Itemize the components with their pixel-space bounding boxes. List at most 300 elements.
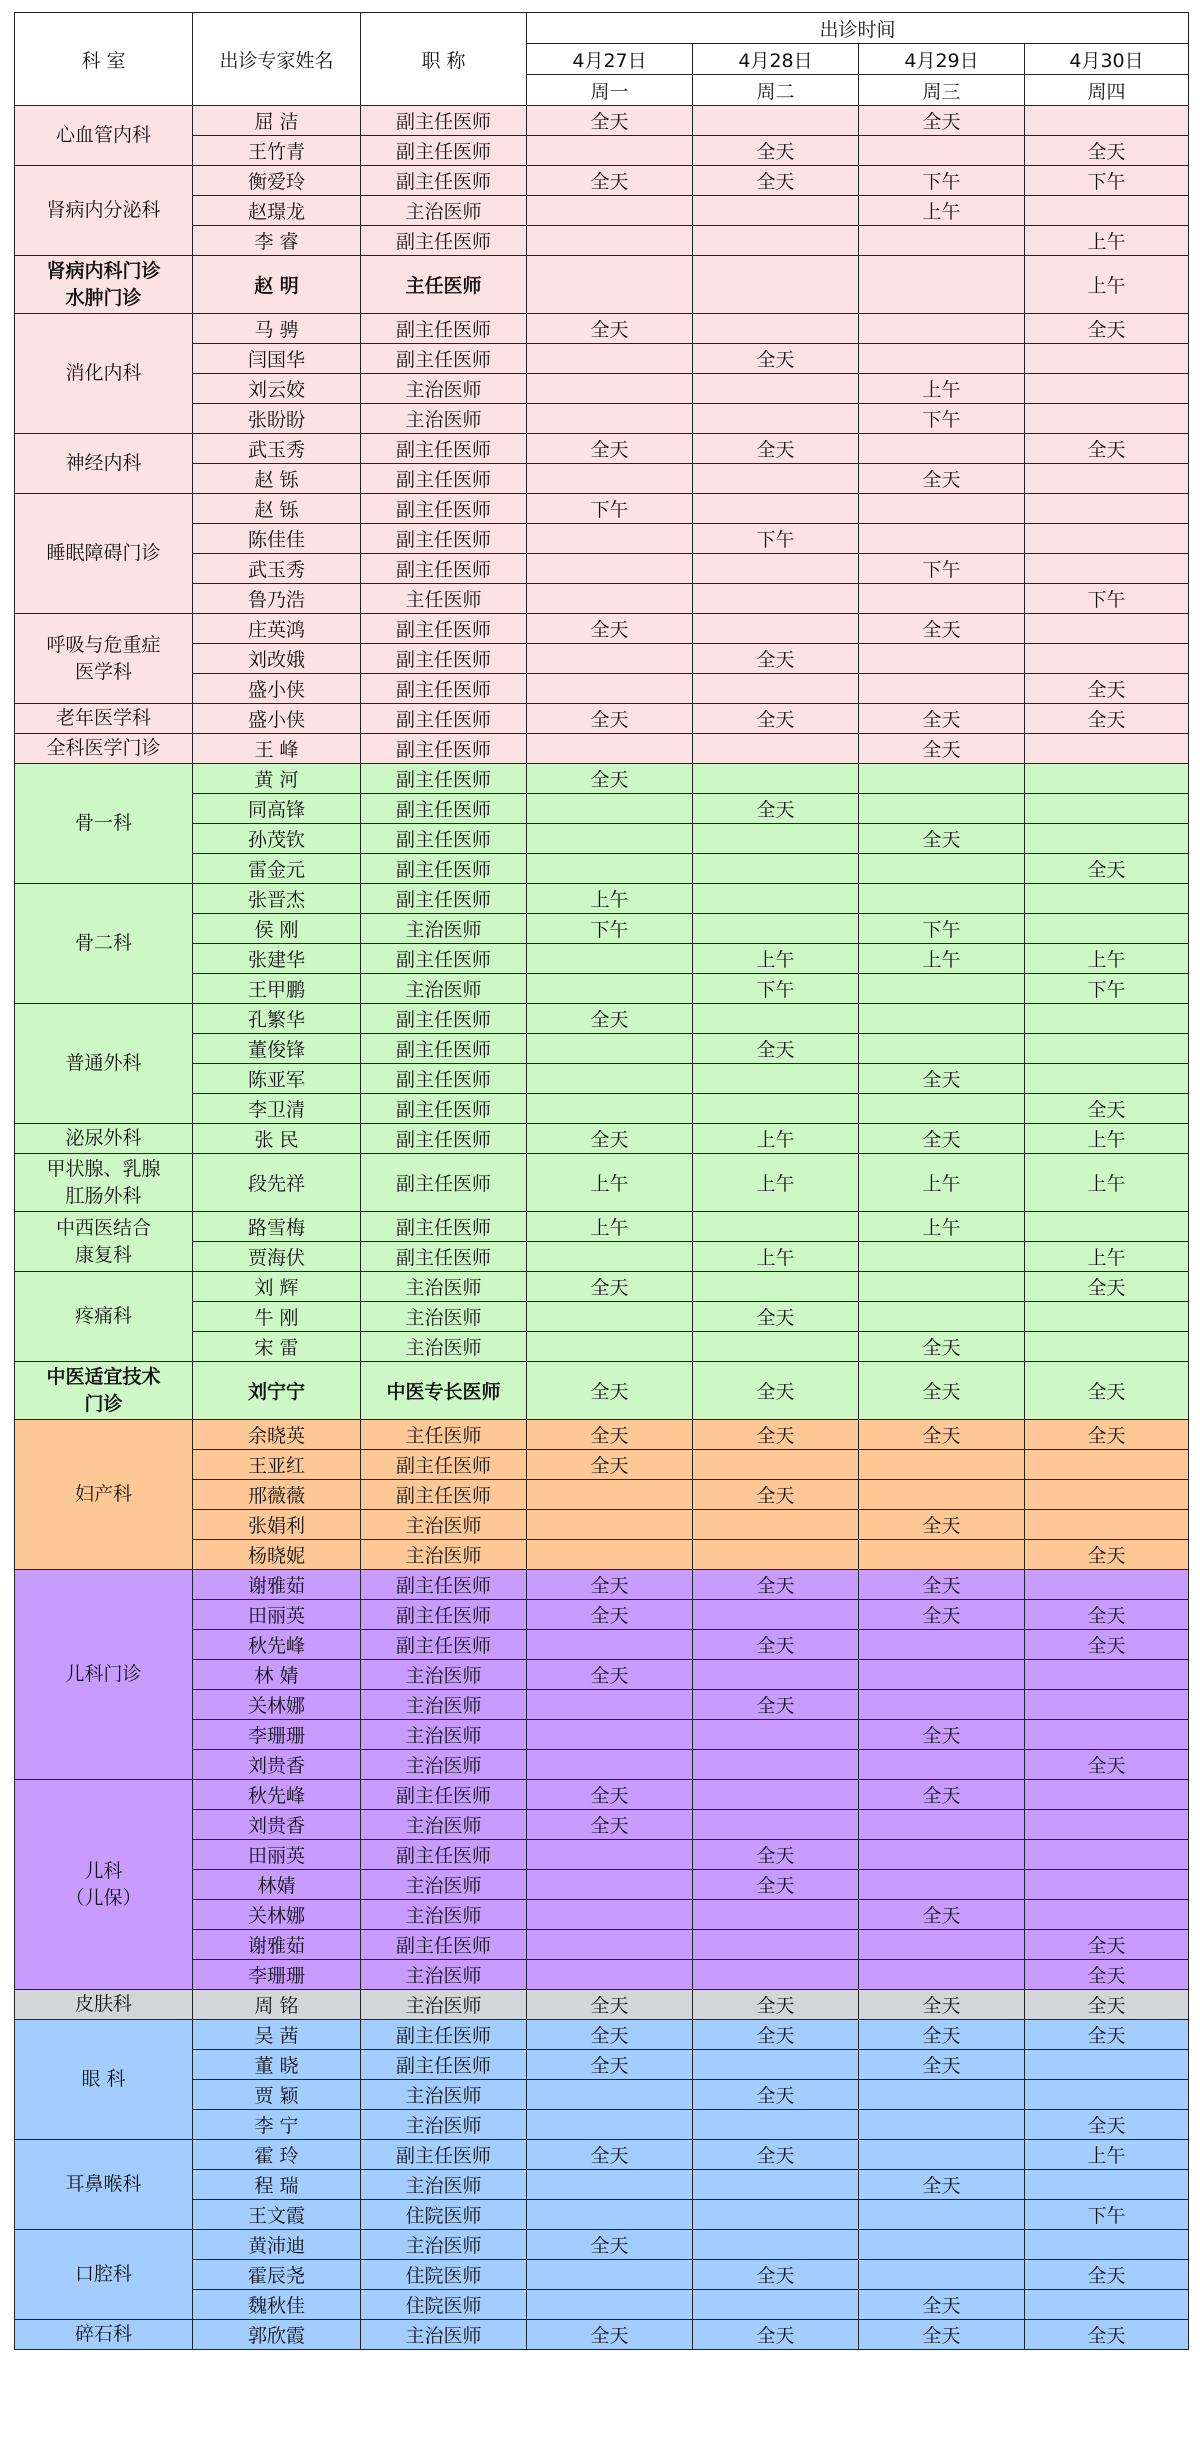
- doctor-title-cell: 主治医师: [361, 2080, 527, 2110]
- schedule-cell: 全天: [693, 1034, 859, 1064]
- schedule-cell: [527, 2200, 693, 2230]
- schedule-cell: 全天: [527, 764, 693, 794]
- table-header: [15, 13, 1189, 106]
- doctor-title-cell: 副主任医师: [361, 734, 527, 764]
- department-cell: 骨一科: [15, 764, 193, 884]
- doctor-title-cell: 主治医师: [361, 1510, 527, 1540]
- schedule-cell: 上午: [527, 1154, 693, 1212]
- schedule-cell: 全天: [693, 1302, 859, 1332]
- doctor-name-cell: 马 骋: [193, 314, 361, 344]
- doctor-name-cell: 屈 洁: [193, 106, 361, 136]
- doctor-title-cell: 副主任医师: [361, 824, 527, 854]
- table-row: [15, 1154, 1189, 1212]
- schedule-cell: 下午: [1025, 974, 1189, 1004]
- doctor-name-cell: 关林娜: [193, 1690, 361, 1720]
- schedule-cell: 全天: [1025, 1600, 1189, 1630]
- doctor-title-cell: 主治医师: [361, 2170, 527, 2200]
- doctor-name-cell: 陈佳佳: [193, 524, 361, 554]
- schedule-cell: [1025, 1900, 1189, 1930]
- schedule-cell: [1025, 374, 1189, 404]
- doctor-name-cell: 侯 刚: [193, 914, 361, 944]
- doctor-name-cell: 董 晓: [193, 2050, 361, 2080]
- schedule-cell: [527, 1242, 693, 1272]
- schedule-cell: [1025, 2230, 1189, 2260]
- schedule-cell: 全天: [1025, 1272, 1189, 1302]
- schedule-cell: 全天: [527, 2050, 693, 2080]
- schedule-cell: 下午: [859, 554, 1025, 584]
- doctor-title-cell: 副主任医师: [361, 344, 527, 374]
- schedule-cell: [859, 1004, 1025, 1034]
- schedule-cell: [527, 196, 693, 226]
- schedule-cell: [859, 1750, 1025, 1780]
- schedule-cell: [859, 1480, 1025, 1510]
- schedule-cell: 全天: [1025, 674, 1189, 704]
- doctor-title-cell: 副主任医师: [361, 1212, 527, 1242]
- doctor-title-cell: 主任医师: [361, 584, 527, 614]
- doctor-title-cell: 住院医师: [361, 2260, 527, 2290]
- schedule-cell: [859, 1690, 1025, 1720]
- schedule-cell: [693, 1750, 859, 1780]
- schedule-cell: [1025, 344, 1189, 374]
- table-row: [15, 1362, 1189, 1420]
- schedule-cell: [859, 524, 1025, 554]
- schedule-cell: [1025, 1480, 1189, 1510]
- doctor-name-cell: 牛 刚: [193, 1302, 361, 1332]
- schedule-cell: [527, 1510, 693, 1540]
- schedule-cell: 下午: [527, 494, 693, 524]
- schedule-cell: [693, 2230, 859, 2260]
- schedule-cell: [527, 1690, 693, 1720]
- department-cell: 疼痛科: [15, 1272, 193, 1362]
- schedule-cell: [1025, 554, 1189, 584]
- schedule-cell: [693, 1064, 859, 1094]
- schedule-cell: [1025, 1450, 1189, 1480]
- schedule-cell: [693, 2050, 859, 2080]
- schedule-cell: [527, 1034, 693, 1064]
- doctor-name-cell: 郭欣霞: [193, 2320, 361, 2350]
- schedule-cell: [1025, 2170, 1189, 2200]
- doctor-name-cell: 武玉秀: [193, 554, 361, 584]
- doctor-name-cell: 张娟利: [193, 1510, 361, 1540]
- schedule-cell: [693, 2170, 859, 2200]
- department-cell: 消化内科: [15, 314, 193, 434]
- schedule-cell: [1025, 1034, 1189, 1064]
- schedule-cell: [527, 734, 693, 764]
- schedule-cell: 全天: [693, 1420, 859, 1450]
- schedule-cell: [693, 1960, 859, 1990]
- schedule-cell: [693, 584, 859, 614]
- schedule-cell: 全天: [527, 1990, 693, 2020]
- doctor-title-cell: 副主任医师: [361, 854, 527, 884]
- schedule-cell: [693, 106, 859, 136]
- schedule-cell: 上午: [527, 1212, 693, 1242]
- schedule-cell: [527, 794, 693, 824]
- schedule-cell: 全天: [527, 2320, 693, 2350]
- table-row: [15, 1780, 1189, 1810]
- schedule-cell: [693, 1660, 859, 1690]
- doctor-name-cell: 关林娜: [193, 1900, 361, 1930]
- doctor-title-cell: 主任医师: [361, 1420, 527, 1450]
- doctor-title-cell: 住院医师: [361, 2290, 527, 2320]
- schedule-cell: 全天: [527, 1810, 693, 1840]
- schedule-cell: 全天: [859, 1124, 1025, 1154]
- schedule-cell: [693, 854, 859, 884]
- doctor-title-cell: 副主任医师: [361, 704, 527, 734]
- schedule-cell: [693, 1930, 859, 1960]
- schedule-cell: 全天: [859, 2020, 1025, 2050]
- department-cell: 甲状腺、乳腺 肛肠外科: [15, 1154, 193, 1212]
- schedule-cell: 全天: [693, 1362, 859, 1420]
- schedule-cell: [859, 1540, 1025, 1570]
- schedule-cell: 全天: [1025, 1420, 1189, 1450]
- schedule-cell: 全天: [859, 1420, 1025, 1450]
- schedule-cell: 全天: [859, 106, 1025, 136]
- schedule-cell: [527, 256, 693, 314]
- schedule-cell: 全天: [859, 1332, 1025, 1362]
- schedule-cell: 全天: [859, 824, 1025, 854]
- schedule-cell: 全天: [693, 644, 859, 674]
- schedule-cell: [527, 644, 693, 674]
- doctor-title-cell: 副主任医师: [361, 1930, 527, 1960]
- schedule-cell: [859, 1870, 1025, 1900]
- schedule-cell: 全天: [859, 1510, 1025, 1540]
- schedule-cell: [693, 1272, 859, 1302]
- department-cell: 中西医结合 康复科: [15, 1212, 193, 1272]
- doctor-title-cell: 主治医师: [361, 1960, 527, 1990]
- doctor-name-cell: 武玉秀: [193, 434, 361, 464]
- table-row: [15, 1990, 1189, 2020]
- header-doctor-name: 出诊专家姓名: [193, 13, 361, 106]
- schedule-cell: 全天: [859, 614, 1025, 644]
- schedule-cell: 全天: [693, 166, 859, 196]
- schedule-cell: 上午: [859, 1212, 1025, 1242]
- doctor-title-cell: 副主任医师: [361, 1064, 527, 1094]
- schedule-cell: 下午: [693, 974, 859, 1004]
- schedule-cell: 全天: [1025, 704, 1189, 734]
- schedule-cell: 全天: [527, 614, 693, 644]
- schedule-cell: [693, 1780, 859, 1810]
- doctor-name-cell: 鲁乃浩: [193, 584, 361, 614]
- schedule-cell: 全天: [527, 1570, 693, 1600]
- table-row: [15, 2020, 1189, 2050]
- doctor-name-cell: 路雪梅: [193, 1212, 361, 1242]
- schedule-cell: [693, 2110, 859, 2140]
- doctor-name-cell: 李珊珊: [193, 1960, 361, 1990]
- department-cell: 儿科门诊: [15, 1570, 193, 1780]
- schedule-cell: [693, 494, 859, 524]
- doctor-title-cell: 副主任医师: [361, 1034, 527, 1064]
- schedule-cell: 下午: [859, 404, 1025, 434]
- schedule-cell: 全天: [859, 734, 1025, 764]
- schedule-cell: 上午: [1025, 944, 1189, 974]
- schedule-cell: [693, 914, 859, 944]
- doctor-name-cell: 林婧: [193, 1870, 361, 1900]
- doctor-title-cell: 主治医师: [361, 1900, 527, 1930]
- table-row: [15, 1004, 1189, 1034]
- doctor-name-cell: 闫国华: [193, 344, 361, 374]
- department-cell: 碎石科: [15, 2320, 193, 2350]
- schedule-cell: 全天: [527, 1362, 693, 1420]
- schedule-cell: 全天: [859, 1570, 1025, 1600]
- doctor-name-cell: 刘改娥: [193, 644, 361, 674]
- schedule-cell: 全天: [527, 314, 693, 344]
- schedule-cell: 全天: [527, 704, 693, 734]
- schedule-cell: 全天: [527, 1272, 693, 1302]
- schedule-cell: [527, 1302, 693, 1332]
- department-cell: 泌尿外科: [15, 1124, 193, 1154]
- schedule-cell: 全天: [859, 1780, 1025, 1810]
- schedule-cell: 全天: [527, 166, 693, 196]
- schedule-cell: 全天: [1025, 434, 1189, 464]
- schedule-cell: 全天: [859, 2290, 1025, 2320]
- schedule-cell: 全天: [1025, 1990, 1189, 2020]
- doctor-title-cell: 主治医师: [361, 1540, 527, 1570]
- schedule-cell: [859, 974, 1025, 1004]
- schedule-cell: 上午: [1025, 2140, 1189, 2170]
- schedule-cell: [1025, 1660, 1189, 1690]
- schedule-cell: 上午: [859, 374, 1025, 404]
- schedule-cell: [693, 314, 859, 344]
- department-cell: 妇产科: [15, 1420, 193, 1570]
- schedule-cell: 全天: [693, 136, 859, 166]
- doctor-name-cell: 盛小侠: [193, 704, 361, 734]
- schedule-cell: [1025, 1810, 1189, 1840]
- doctor-title-cell: 主治医师: [361, 196, 527, 226]
- schedule-cell: [527, 1480, 693, 1510]
- doctor-name-cell: 王 峰: [193, 734, 361, 764]
- schedule-cell: [693, 464, 859, 494]
- schedule-cell: [1025, 644, 1189, 674]
- header-date: 4月30日: [1025, 44, 1189, 75]
- schedule-cell: [527, 1332, 693, 1362]
- doctor-title-cell: 主治医师: [361, 2230, 527, 2260]
- department-cell: 口腔科: [15, 2230, 193, 2320]
- doctor-name-cell: 赵 明: [193, 256, 361, 314]
- doctor-name-cell: 谢雅茹: [193, 1930, 361, 1960]
- department-cell: 睡眠障碍门诊: [15, 494, 193, 614]
- doctor-name-cell: 林 婧: [193, 1660, 361, 1690]
- doctor-title-cell: 主治医师: [361, 1272, 527, 1302]
- schedule-sheet: [14, 12, 1188, 2350]
- schedule-cell: 全天: [859, 1720, 1025, 1750]
- doctor-title-cell: 副主任医师: [361, 1840, 527, 1870]
- schedule-cell: [859, 1930, 1025, 1960]
- schedule-cell: [1025, 404, 1189, 434]
- schedule-cell: [527, 2260, 693, 2290]
- schedule-cell: [859, 2110, 1025, 2140]
- doctor-title-cell: 副主任医师: [361, 136, 527, 166]
- doctor-title-cell: 副主任医师: [361, 494, 527, 524]
- schedule-cell: [859, 2140, 1025, 2170]
- schedule-cell: [527, 2170, 693, 2200]
- doctor-title-cell: 中医专长医师: [361, 1362, 527, 1420]
- department-cell: 耳鼻喉科: [15, 2140, 193, 2230]
- schedule-cell: [693, 614, 859, 644]
- schedule-cell: 全天: [1025, 1750, 1189, 1780]
- table-row: [15, 2320, 1189, 2350]
- schedule-cell: [527, 2290, 693, 2320]
- schedule-cell: [859, 1450, 1025, 1480]
- table-row: [15, 256, 1189, 314]
- schedule-cell: [693, 1450, 859, 1480]
- doctor-name-cell: 盛小侠: [193, 674, 361, 704]
- doctor-name-cell: 董俊锋: [193, 1034, 361, 1064]
- doctor-title-cell: 副主任医师: [361, 1780, 527, 1810]
- doctor-name-cell: 李 宁: [193, 2110, 361, 2140]
- schedule-cell: 下午: [859, 914, 1025, 944]
- doctor-name-cell: 杨晓妮: [193, 1540, 361, 1570]
- schedule-cell: 全天: [693, 1690, 859, 1720]
- doctor-name-cell: 同高锋: [193, 794, 361, 824]
- department-cell: 神经内科: [15, 434, 193, 494]
- schedule-cell: [859, 2200, 1025, 2230]
- schedule-cell: [527, 674, 693, 704]
- schedule-cell: [859, 2260, 1025, 2290]
- schedule-cell: [859, 1034, 1025, 1064]
- schedule-cell: [527, 1900, 693, 1930]
- schedule-cell: 上午: [859, 1154, 1025, 1212]
- schedule-cell: 全天: [859, 2050, 1025, 2080]
- schedule-cell: [527, 136, 693, 166]
- schedule-cell: 上午: [693, 1242, 859, 1272]
- schedule-cell: [527, 584, 693, 614]
- table-row: [15, 494, 1189, 524]
- schedule-cell: [1025, 824, 1189, 854]
- schedule-cell: [693, 1600, 859, 1630]
- schedule-cell: 全天: [527, 1450, 693, 1480]
- doctor-title-cell: 副主任医师: [361, 1450, 527, 1480]
- schedule-cell: [693, 226, 859, 256]
- schedule-cell: [1025, 196, 1189, 226]
- schedule-cell: [859, 1242, 1025, 1272]
- schedule-cell: [859, 644, 1025, 674]
- schedule-cell: [527, 1960, 693, 1990]
- schedule-cell: [1025, 1720, 1189, 1750]
- schedule-cell: 下午: [1025, 2200, 1189, 2230]
- doctor-title-cell: 副主任医师: [361, 944, 527, 974]
- doctor-name-cell: 庄英鸿: [193, 614, 361, 644]
- schedule-cell: 全天: [859, 1900, 1025, 1930]
- schedule-cell: 全天: [527, 1004, 693, 1034]
- schedule-cell: 全天: [527, 2140, 693, 2170]
- doctor-title-cell: 副主任医师: [361, 614, 527, 644]
- doctor-title-cell: 主治医师: [361, 1990, 527, 2020]
- schedule-cell: [859, 226, 1025, 256]
- schedule-cell: [859, 1840, 1025, 1870]
- schedule-cell: 全天: [693, 434, 859, 464]
- table-row: [15, 614, 1189, 644]
- doctor-name-cell: 张建华: [193, 944, 361, 974]
- schedule-cell: 全天: [1025, 136, 1189, 166]
- doctor-name-cell: 贾海伏: [193, 1242, 361, 1272]
- header-date: 4月28日: [693, 44, 859, 75]
- schedule-cell: 全天: [527, 1420, 693, 1450]
- header-department: 科 室: [15, 13, 193, 106]
- schedule-cell: [1025, 884, 1189, 914]
- schedule-cell: [527, 374, 693, 404]
- doctor-name-cell: 余晓英: [193, 1420, 361, 1450]
- schedule-cell: [527, 1840, 693, 1870]
- department-cell: 眼 科: [15, 2020, 193, 2140]
- schedule-cell: [527, 974, 693, 1004]
- doctor-title-cell: 副主任医师: [361, 1154, 527, 1212]
- doctor-title-cell: 副主任医师: [361, 226, 527, 256]
- doctor-title-cell: 副主任医师: [361, 524, 527, 554]
- schedule-cell: 上午: [693, 1124, 859, 1154]
- schedule-cell: 上午: [859, 944, 1025, 974]
- header-weekday: 周二: [693, 75, 859, 106]
- doctor-name-cell: 田丽英: [193, 1840, 361, 1870]
- doctor-name-cell: 黄 河: [193, 764, 361, 794]
- doctor-name-cell: 魏秋佳: [193, 2290, 361, 2320]
- schedule-cell: [527, 464, 693, 494]
- schedule-cell: 全天: [527, 434, 693, 464]
- table-row: [15, 1212, 1189, 1242]
- doctor-name-cell: 邢薇薇: [193, 1480, 361, 1510]
- doctor-name-cell: 刘 辉: [193, 1272, 361, 1302]
- schedule-cell: 全天: [693, 2320, 859, 2350]
- doctor-title-cell: 主任医师: [361, 256, 527, 314]
- doctor-title-cell: 副主任医师: [361, 464, 527, 494]
- schedule-cell: 全天: [527, 1124, 693, 1154]
- schedule-cell: 上午: [693, 1154, 859, 1212]
- schedule-cell: 全天: [1025, 1960, 1189, 1990]
- doctor-name-cell: 贾 颖: [193, 2080, 361, 2110]
- doctor-name-cell: 孔繁华: [193, 1004, 361, 1034]
- department-cell: 儿科 （儿保）: [15, 1780, 193, 1990]
- doctor-title-cell: 副主任医师: [361, 1480, 527, 1510]
- schedule-cell: [859, 584, 1025, 614]
- schedule-cell: [859, 1660, 1025, 1690]
- schedule-cell: 上午: [1025, 226, 1189, 256]
- schedule-cell: 全天: [859, 1064, 1025, 1094]
- schedule-cell: 全天: [1025, 2320, 1189, 2350]
- schedule-cell: 全天: [693, 1990, 859, 2020]
- schedule-cell: [859, 434, 1025, 464]
- schedule-cell: [1025, 1004, 1189, 1034]
- department-cell: 肾病内科门诊 水肿门诊: [15, 256, 193, 314]
- schedule-cell: 下午: [693, 524, 859, 554]
- doctor-title-cell: 副主任医师: [361, 554, 527, 584]
- schedule-cell: [693, 674, 859, 704]
- outpatient-schedule-table: [14, 12, 1189, 2350]
- doctor-title-cell: 副主任医师: [361, 674, 527, 704]
- schedule-cell: 全天: [693, 2020, 859, 2050]
- doctor-name-cell: 刘贵香: [193, 1810, 361, 1840]
- schedule-cell: [1025, 614, 1189, 644]
- schedule-cell: [527, 1930, 693, 1960]
- schedule-cell: [693, 1332, 859, 1362]
- schedule-cell: [859, 2080, 1025, 2110]
- schedule-cell: 全天: [1025, 854, 1189, 884]
- doctor-name-cell: 赵璟龙: [193, 196, 361, 226]
- schedule-cell: [527, 1094, 693, 1124]
- schedule-cell: [693, 1540, 859, 1570]
- doctor-title-cell: 副主任医师: [361, 1600, 527, 1630]
- schedule-cell: [693, 764, 859, 794]
- department-cell: 全科医学门诊: [15, 734, 193, 764]
- table-row: [15, 434, 1189, 464]
- schedule-cell: [693, 374, 859, 404]
- schedule-cell: 全天: [527, 1660, 693, 1690]
- schedule-cell: 全天: [859, 1990, 1025, 2020]
- schedule-cell: [693, 884, 859, 914]
- schedule-cell: [527, 824, 693, 854]
- doctor-title-cell: 副主任医师: [361, 1004, 527, 1034]
- doctor-name-cell: 赵 铄: [193, 464, 361, 494]
- schedule-cell: [1025, 1332, 1189, 1362]
- schedule-cell: 全天: [1025, 1540, 1189, 1570]
